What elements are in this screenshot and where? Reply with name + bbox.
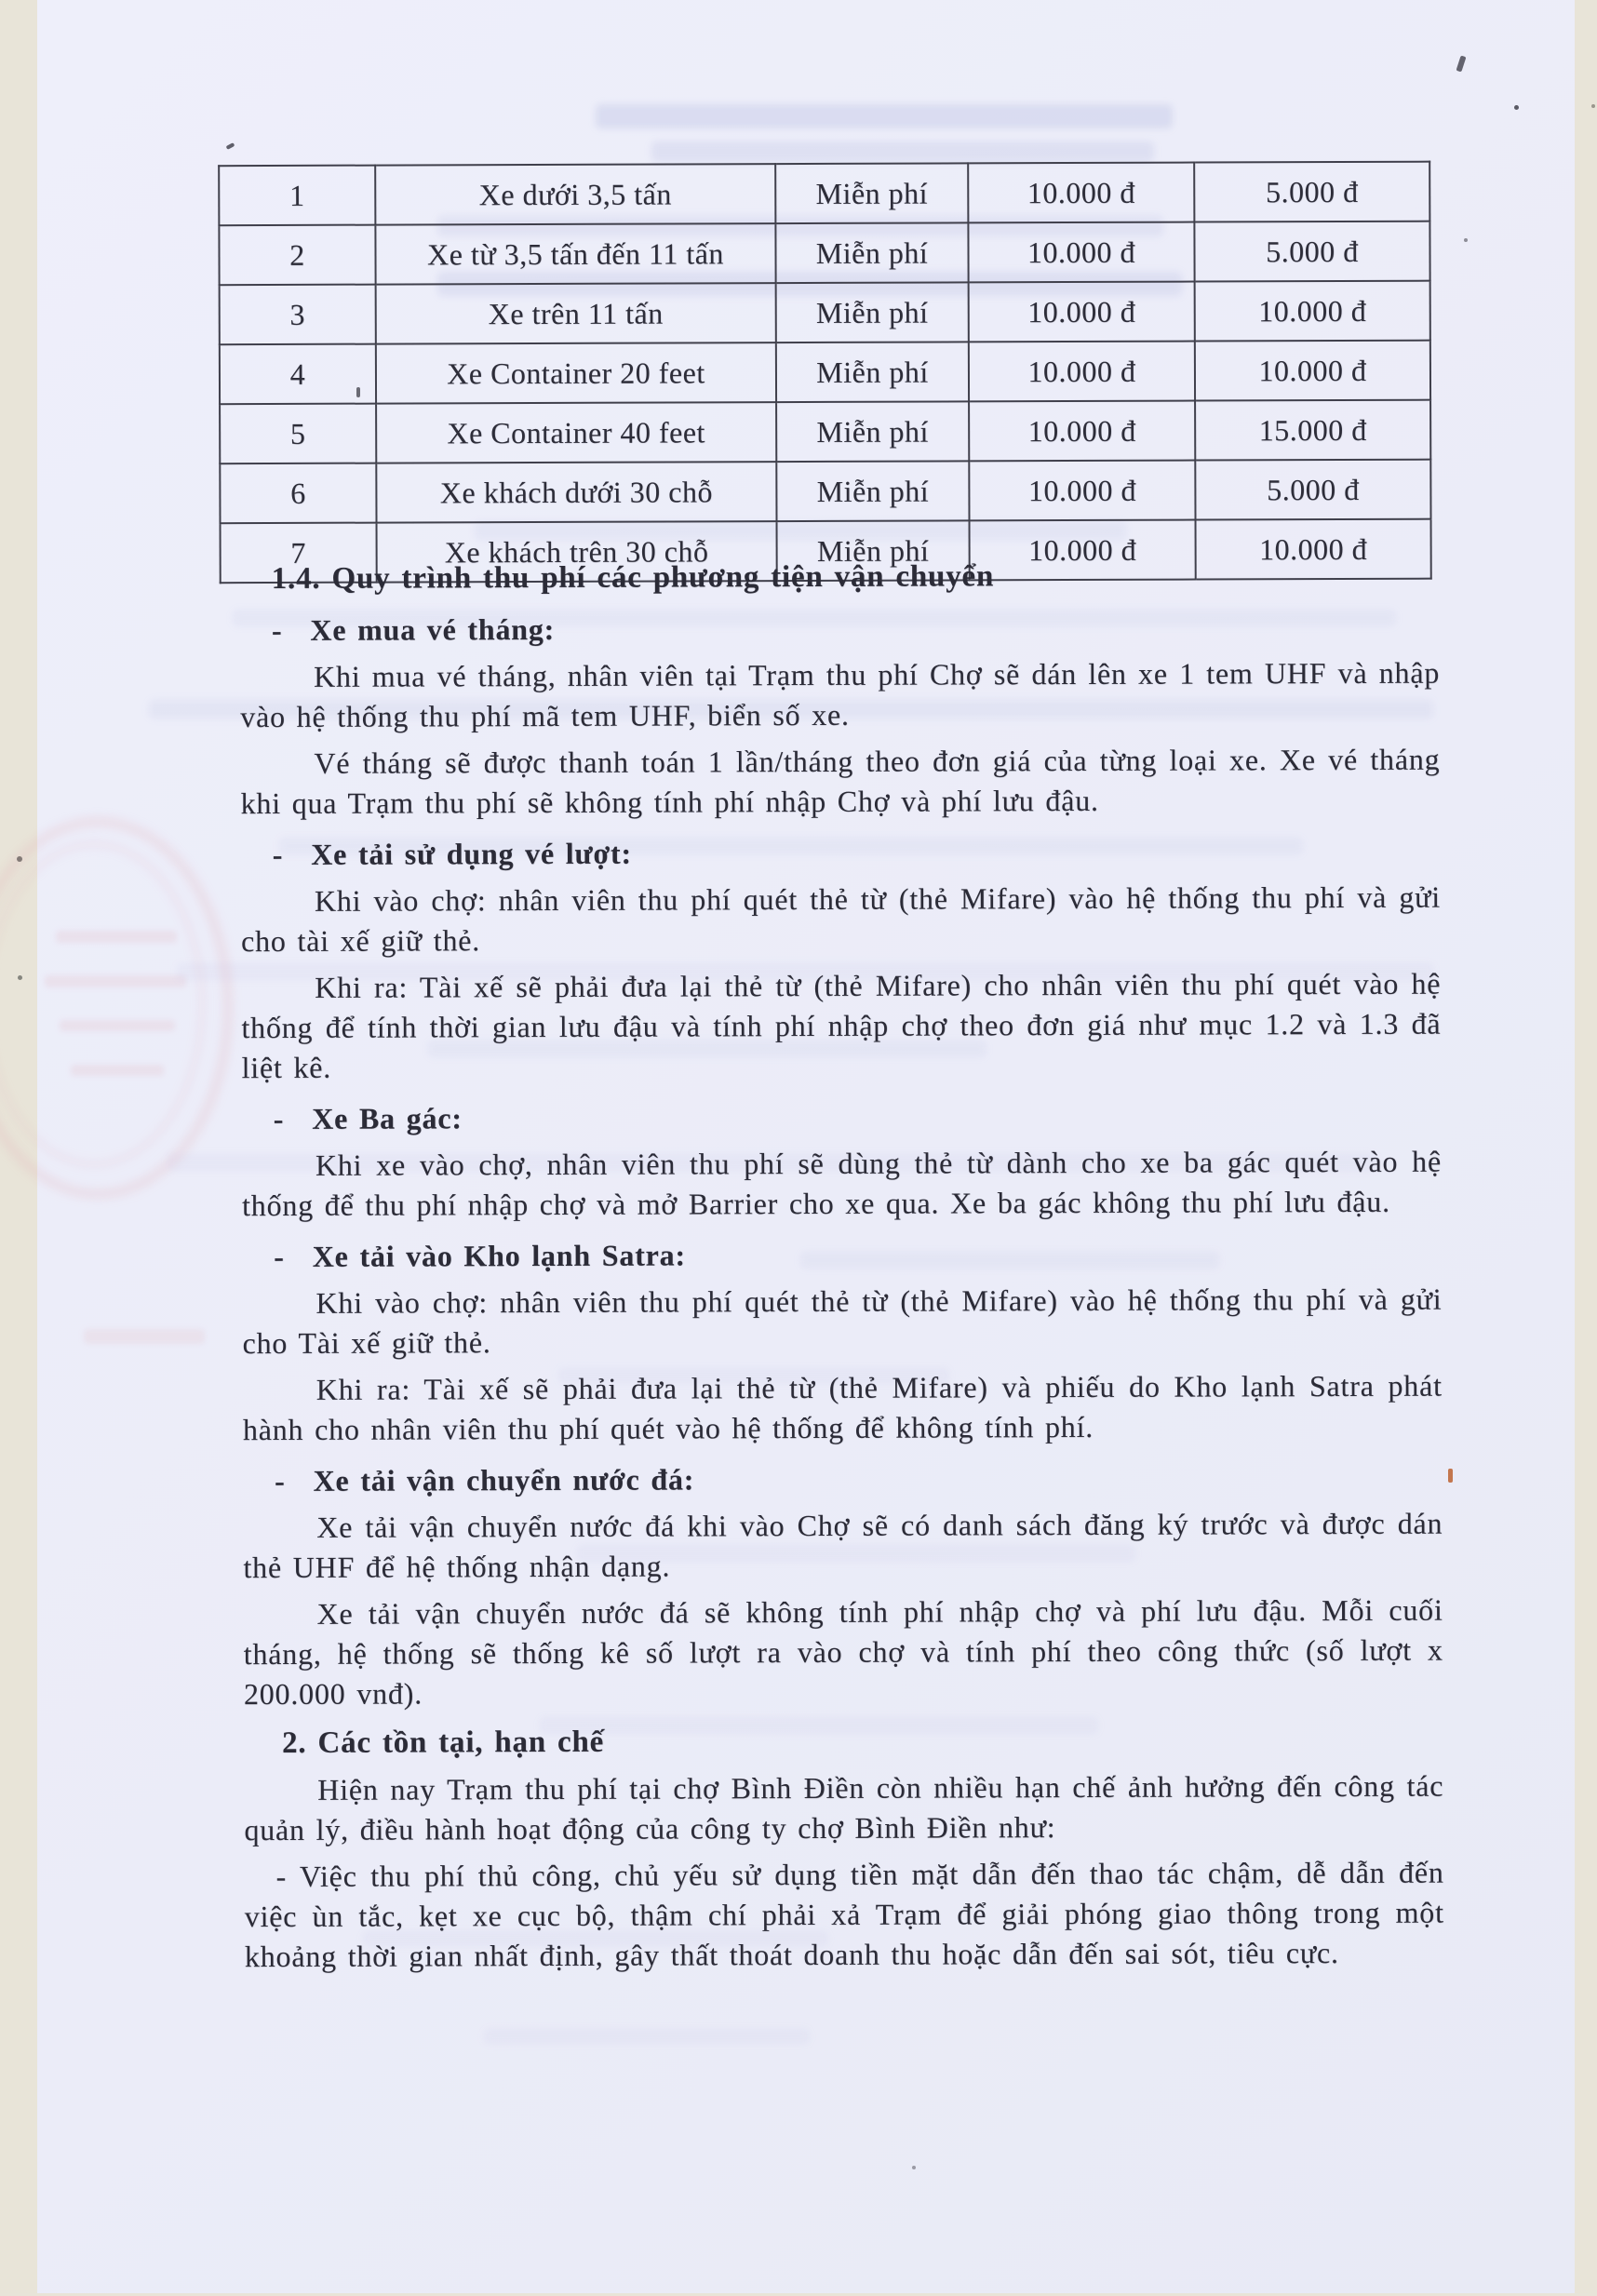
table-row [220, 341, 1430, 405]
scan-speck [18, 975, 22, 980]
cell-fee-entry: 10.000 đ [969, 461, 1195, 521]
scan-speck [1591, 104, 1595, 108]
cell-stt: 1 [219, 166, 375, 226]
bullet-xe-tai-ve-luot [241, 831, 1441, 875]
bullet-dash: - [273, 1101, 285, 1135]
cell-fee-entry: 10.000 đ [969, 342, 1195, 402]
cell-monthly: Miễn phí [776, 342, 969, 402]
cell-vehicle: Xe Container 40 feet [376, 402, 776, 463]
page-content [34, 0, 1580, 2296]
cell-fee-entry: 10.000 đ [969, 282, 1195, 342]
paragraph-dash-item: - Việc thu phí thủ công, chủ yếu sử dụng tiền mặt dẫn đến thao tác chậm, dễ dẫn đến việc ùn tắc, kẹt xe cục bộ, thậm chí phải xả Trạm để giải phóng giao thông trong một khoảng thời gian nhất định, gây thất thoát doanh thu hoặc dẫn đến sai sót, tiêu cực. [244, 1855, 1444, 1974]
cell-monthly: Miễn phí [775, 163, 968, 223]
table-row [220, 400, 1430, 464]
paragraph: Khi ra: Tài xế sẽ phải đưa lại thẻ từ (thẻ Mifare) cho nhân viên thu phí quét vào hệ thống để tính thời gian lưu đậu và tính phí nhập chợ theo đơn giá như mục 1.2 và 1.3 đã liệt kê. [241, 966, 1442, 1085]
section-heading-2: 2. Các tồn tại, hạn chế [282, 1725, 605, 1760]
cell-fee-entry: 10.000 đ [968, 163, 1194, 223]
bullet-label: Xe Ba gác: [312, 1101, 463, 1135]
bullet-xe-mua-ve-thang [240, 607, 1440, 651]
cell-vehicle: Xe khách trên 30 chỗ [377, 521, 777, 583]
bullet-label: Xe tải sử dụng vé lượt: [311, 836, 632, 871]
bullet-label: Xe tải vận chuyển nước đá: [313, 1462, 695, 1497]
scan-speck [17, 856, 22, 862]
bullet-dash: - [274, 1239, 285, 1273]
cell-fee-entry: 10.000 đ [970, 520, 1196, 581]
cell-monthly: Miễn phí [776, 282, 969, 342]
body-text [240, 556, 1444, 1977]
bullet-label: Xe mua vé tháng: [310, 611, 556, 647]
cell-fee-entry: 10.000 đ [969, 401, 1195, 462]
fee-table [218, 161, 1432, 584]
cell-stt: 3 [220, 285, 376, 345]
bullet-label: Xe tải vào Kho lạnh Satra: [312, 1238, 686, 1273]
bullet-xe-ba-gac [242, 1095, 1442, 1139]
cell-vehicle: Xe khách dưới 30 chỗ [376, 462, 776, 523]
cell-monthly: Miễn phí [776, 401, 969, 462]
cell-fee-entry: 10.000 đ [968, 222, 1194, 283]
bullet-dash: - [275, 1463, 286, 1497]
cell-vehicle: Xe từ 3,5 tấn đến 11 tấn [375, 223, 775, 285]
cell-fee-parking: 5.000 đ [1194, 162, 1429, 222]
cell-monthly: Miễn phí [776, 461, 969, 521]
paragraph: Khi mua vé tháng, nhân viên tại Trạm thu phí Chợ sẽ dán lên xe 1 tem UHF và nhập vào hệ thống thu phí mã tem UHF, biển số xe. [240, 655, 1441, 734]
section-heading-1-4: 1.4. Quy trình thu phí các phương tiện vận chuyển [271, 559, 995, 597]
cell-fee-parking: 15.000 đ [1195, 400, 1430, 461]
cell-stt: 5 [220, 404, 376, 464]
cell-stt: 6 [220, 463, 376, 524]
table-row [219, 162, 1429, 226]
cell-stt: 7 [221, 523, 377, 584]
cell-stt: 4 [220, 344, 376, 405]
paragraph: Hiện nay Trạm thu phí tại chợ Bình Điền còn nhiều hạn chế ảnh hưởng đến công tác quản lý, điều hành hoạt động của công ty chợ Bình Điền như: [244, 1768, 1444, 1847]
cell-fee-parking: 5.000 đ [1194, 222, 1429, 282]
cell-stt: 2 [219, 225, 375, 286]
cell-fee-parking: 10.000 đ [1196, 519, 1431, 580]
cell-fee-parking: 10.000 đ [1195, 281, 1430, 342]
cell-vehicle: Xe dưới 3,5 tấn [375, 164, 775, 225]
cell-monthly: Miễn phí [775, 222, 968, 283]
table-row [220, 460, 1430, 524]
bullet-xe-tai-kho-lanh [242, 1233, 1442, 1277]
paragraph: Khi ra: Tài xế sẽ phải đưa lại thẻ từ (thẻ Mifare) và phiếu do Kho lạnh Satra phát hành cho nhân viên thu phí quét vào hệ thống để không tính phí. [242, 1368, 1443, 1447]
cell-vehicle: Xe trên 11 tấn [376, 283, 776, 344]
paragraph: Khi vào chợ: nhân viên thu phí quét thẻ từ (thẻ Mifare) vào hệ thống thu phí và gửi cho Tài xế giữ thẻ. [242, 1282, 1443, 1361]
paragraph: Xe tải vận chuyển nước đá khi vào Chợ sẽ có danh sách đăng ký trước và được dán thẻ UHF để hệ thống nhận dạng. [243, 1506, 1443, 1585]
cell-fee-parking: 5.000 đ [1195, 460, 1430, 520]
table-row [220, 281, 1430, 345]
paragraph: Vé tháng sẽ được thanh toán 1 lần/tháng theo đơn giá của từng loại xe. Xe vé tháng khi qua Trạm thu phí sẽ không tính phí nhập Chợ và phí lưu đậu. [240, 742, 1441, 821]
document-page [37, 0, 1575, 2293]
bullet-dash: - [271, 612, 283, 648]
paragraph: Khi xe vào chợ, nhân viên thu phí sẽ dùng thẻ từ dành cho xe ba gác quét vào hệ thống để thu phí nhập chợ và mở Barrier cho xe qua. Xe ba gác không thu phí lưu đậu. [242, 1144, 1442, 1223]
table-row [219, 222, 1429, 286]
cell-monthly: Miễn phí [777, 520, 970, 581]
cell-fee-parking: 10.000 đ [1195, 341, 1430, 401]
paragraph: Khi vào chợ: nhân viên thu phí quét thẻ từ (thẻ Mifare) vào hệ thống thu phí và gửi cho tài xế giữ thẻ. [241, 879, 1441, 959]
bullet-xe-tai-nuoc-da [243, 1457, 1443, 1501]
bullet-dash: - [272, 837, 284, 872]
cell-vehicle: Xe Container 20 feet [376, 342, 776, 404]
paragraph: Xe tải vận chuyển nước đá sẽ không tính phí nhập chợ và phí lưu đậu. Mỗi cuối tháng, hệ thống sẽ thống kê số lượt ra vào chợ và tính phí theo công thức (số lượt x 200.000 vnđ). [243, 1592, 1443, 1712]
